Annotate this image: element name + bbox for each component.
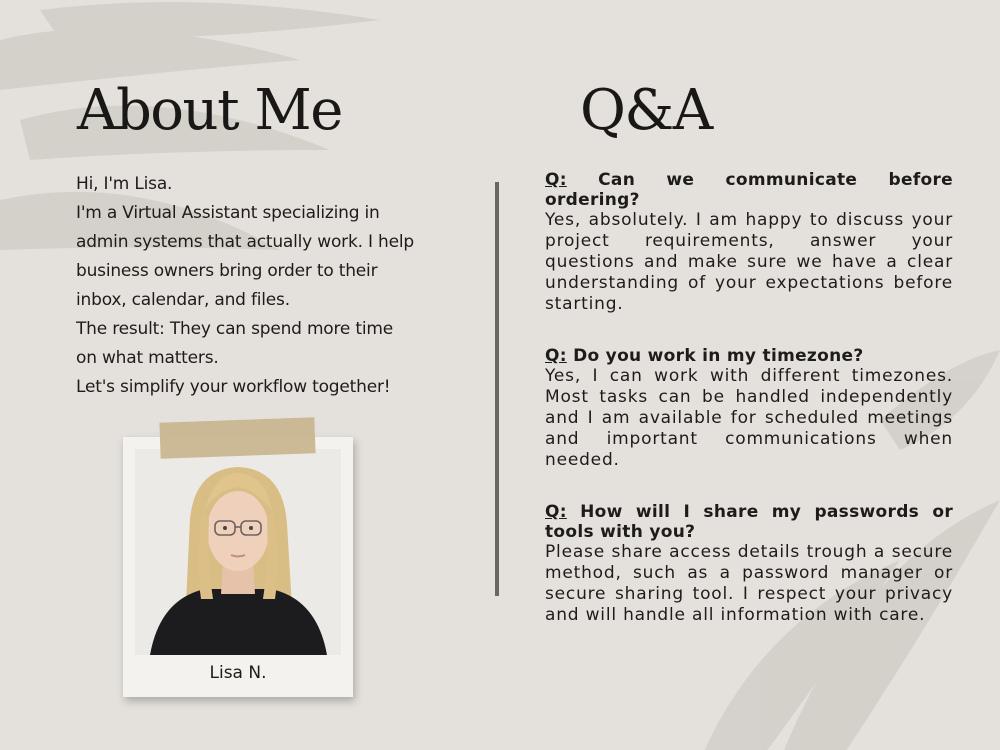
about-line: The result: They can spend more time bbox=[76, 319, 393, 339]
qa-answer: Yes, I can work with different timezones. Most tasks can be handled independently and I am available for scheduled meetings and important communications when needed. bbox=[545, 366, 953, 470]
vertical-divider bbox=[495, 182, 499, 596]
tape-decoration bbox=[159, 417, 315, 458]
about-line: inbox, calendar, and files. bbox=[76, 290, 290, 310]
qa-answer: Yes, absolutely. I am happy to discuss your project requirements, answer your questions and make sure we have a clear understanding of your expectations before starting. bbox=[545, 210, 953, 314]
about-me-text bbox=[76, 170, 456, 402]
about-line: admin systems that actually work. I help bbox=[76, 232, 414, 252]
qa-list bbox=[545, 170, 953, 657]
qa-item bbox=[545, 170, 953, 315]
qa-answer: Please share access details trough a secure method, such as a password manager or secure sharing tool. I respect your privacy and will handle all information with care. bbox=[545, 542, 953, 625]
portrait-image bbox=[135, 449, 341, 655]
profile-photo-card bbox=[123, 437, 353, 697]
qa-question bbox=[545, 170, 953, 210]
profile-photo bbox=[135, 449, 341, 655]
question-text: Do you work in my timezone? bbox=[573, 346, 864, 366]
qa-item bbox=[545, 502, 953, 626]
question-prefix: Q: bbox=[545, 346, 567, 366]
qa-title: Q&A bbox=[580, 78, 712, 143]
qa-item bbox=[545, 346, 953, 471]
qa-question bbox=[545, 346, 953, 366]
profile-caption: Lisa N. bbox=[209, 663, 267, 683]
about-line: business owners bring order to their bbox=[76, 261, 378, 281]
question-text: How will I share my passwords or tools with you? bbox=[545, 502, 953, 542]
qa-question bbox=[545, 502, 953, 542]
about-line: Hi, I'm Lisa. bbox=[76, 174, 173, 194]
about-line: Let's simplify your workflow together! bbox=[76, 377, 391, 397]
question-prefix: Q: bbox=[545, 170, 567, 190]
about-line: on what matters. bbox=[76, 348, 219, 368]
about-line: I'm a Virtual Assistant specializing in bbox=[76, 203, 380, 223]
question-text: Can we communicate before ordering? bbox=[545, 170, 954, 210]
about-me-title: About Me bbox=[77, 78, 342, 143]
question-prefix: Q: bbox=[545, 502, 567, 522]
